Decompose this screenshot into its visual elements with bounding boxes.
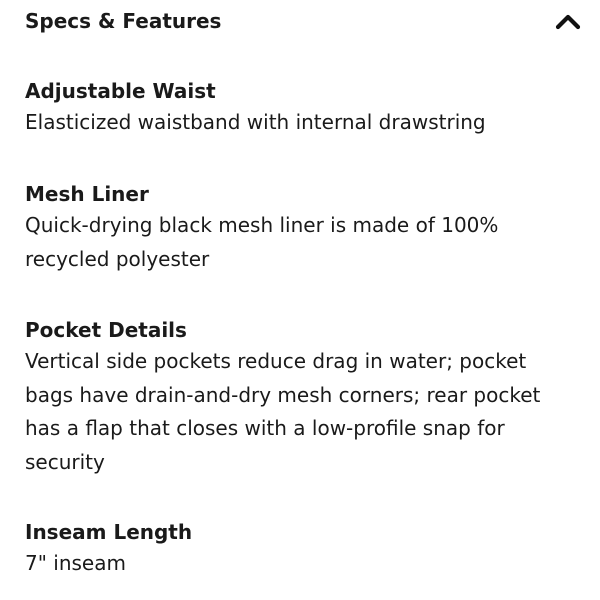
feature-description: 7" inseam <box>25 551 126 575</box>
feature-adjustable-waist <box>25 77 580 140</box>
feature-title: Adjustable Waist <box>25 79 216 103</box>
section-title: Specs & Features <box>25 9 222 33</box>
chevron-up-icon[interactable] <box>553 6 583 36</box>
feature-title: Inseam Length <box>25 520 193 544</box>
feature-title: Mesh Liner <box>25 182 149 206</box>
specs-features-header[interactable] <box>25 6 575 36</box>
feature-description: Elasticized waistband with internal drawstring <box>25 110 486 134</box>
feature-description: Quick-drying black mesh liner is made of 100% recycled polyester <box>25 213 499 271</box>
feature-title: Pocket Details <box>25 318 187 342</box>
feature-inseam-length <box>25 518 580 581</box>
feature-pocket-details <box>25 316 580 479</box>
feature-mesh-liner <box>25 180 580 276</box>
feature-description: Vertical side pockets reduce drag in water; pocket bags have drain-and-dry mesh corners; rear pocket has a flap that closes with a low-profile snap for security <box>25 349 541 474</box>
